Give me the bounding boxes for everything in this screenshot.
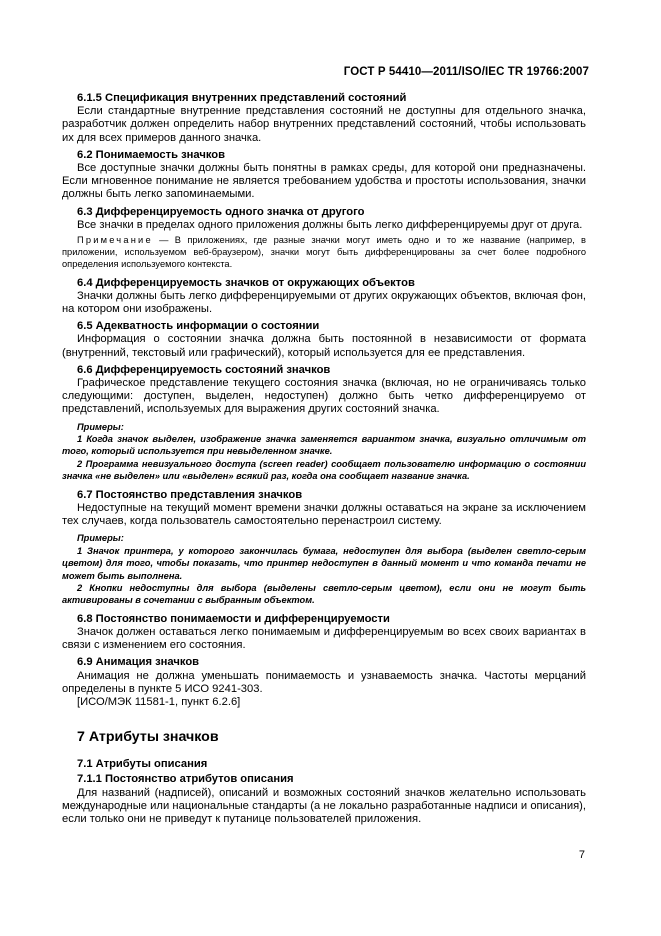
paragraph: Информация о состоянии значка должна быть постоянной в независимости от формата (внутренний, текстовый или графический), который используется для ее представления. (62, 333, 586, 359)
page-content (62, 92, 586, 826)
reference: [ИСО/МЭК 11581-1, пункт 6.2.6] (77, 695, 241, 708)
paragraph: Графическое представление текущего состояния значка (включая, но не ограничиваясь только следующими: доступен, выделен, недоступен) должно быть четко дифференцируемо от представлений, используемых для выражения других состояний значка. (62, 377, 586, 416)
section-heading: 6.9 Анимация значков (77, 656, 200, 669)
section-heading: 6.5 Адекватность информации о состоянии (77, 320, 320, 333)
section-7-1-1 (62, 773, 586, 826)
paragraph: Все значки в пределах одного приложения должны быть легко дифференцируемы друг от друга. (77, 218, 583, 231)
paragraph: Все доступные значки должны быть понятны в рамках среды, для которой они предназначены. Если мгновенное понимание не является требованием удобства и простоты использования, значки должны быть легко запоминаемыми. (62, 162, 586, 201)
section-7 (62, 729, 586, 746)
paragraph: Для названий (надписей), описаний и возможных состояний значков желательно использовать международные или национальные стандарты (а не локально разработанные надписи и описания), если только они не приведут к путанице пользователей приложения. (62, 786, 586, 825)
section-6-6 (62, 364, 586, 483)
section-heading: 6.3 Дифференцируемость одного значка от другого (77, 205, 365, 218)
example-item: 1 Когда значок выделен, изображение значка заменяется вариантом значка, визуально отличимым от того, который используется при невыделенном значке. (62, 434, 586, 457)
section-heading: 6.6 Дифференцируемость состояний значков (77, 363, 331, 376)
standard-header: ГОСТ Р 54410—2011/ISO/IEC TR 19766:2007 (343, 66, 589, 78)
paragraph: Недоступные на текущий момент времени значки должны оставаться на экране за исключением тех случаев, когда пользователь самостоятельно перенастроил систему. (62, 501, 586, 528)
examples-label: Примеры: (77, 533, 124, 544)
section-heading: 6.4 Дифференцируемость значков от окружающих объектов (77, 276, 415, 289)
section-6-2 (62, 149, 586, 202)
paragraph: Значок должен оставаться легко понимаемым и дифференцируемым во всех своих вариантах в связи с изменением его состояния. (62, 625, 586, 652)
section-heading: 7.1.1 Постоянство атрибутов описания (77, 773, 294, 786)
chapter-heading: 7 Атрибуты значков (77, 729, 219, 746)
note-label: Примечание (77, 235, 153, 246)
section-heading: 6.1.5 Спецификация внутренних представлений состояний (77, 92, 407, 104)
page-number: 7 (578, 849, 585, 861)
section-heading: 6.8 Постоянство понимаемости и дифференцируемости (77, 612, 390, 625)
section-6-1-5 (62, 92, 586, 145)
note (62, 234, 586, 271)
section-6-7 (62, 489, 586, 607)
example-item: 2 Программа невизуального доступа (screen reader) сообщает пользователю информацию о состоянии значка «не выделен» или «выделен» всякий раз, когда она сообщает название значка. (62, 458, 586, 482)
section-6-3 (62, 206, 586, 271)
example-item: 1 Значок принтера, у которого закончилась бумага, недоступен для выбора (выделен светло-серым цветом) для того, чтобы показать, что принтер недоступен в данный момент и что команда печати не может быть выполнена. (62, 545, 586, 581)
section-heading: 6.2 Понимаемость значков (77, 148, 226, 161)
section-7-1 (62, 758, 586, 771)
paragraph: Значки должны быть легко дифференцируемыми от других окружающих объектов, включая фон, на котором они изображены. (62, 289, 586, 316)
section-heading: 7.1 Атрибуты описания (77, 758, 208, 771)
section-heading: 6.7 Постоянство представления значков (77, 488, 303, 501)
paragraph: Если стандартные внутренние представления состояний не доступны для отдельного значка, разработчик должен определить набор внутренних представлений состояний, чтобы использовать их для всех примеров данного значка. (62, 105, 586, 144)
section-6-8 (62, 613, 586, 653)
section-6-9 (62, 656, 586, 709)
examples-label: Примеры: (77, 421, 124, 432)
paragraph: Анимация не должна уменьшать понимаемость и узнаваемость значка. Частоты мерцаний определены в пункте 5 ИСО 9241-303. (62, 669, 586, 695)
note-text: — В приложениях, где разные значки могут иметь одно и то же название (например, в приложении, используемом веб-браузером), значки могут быть дифференцированы за счет более подробного определения используемого контекста. (62, 235, 586, 270)
example-item: 2 Кнопки недоступны для выбора (выделены светло-серым цветом), если они не могут быть активированы в сочетании с выбранным объектом. (62, 582, 586, 606)
section-6-5 (62, 320, 586, 360)
section-6-4 (62, 277, 586, 317)
